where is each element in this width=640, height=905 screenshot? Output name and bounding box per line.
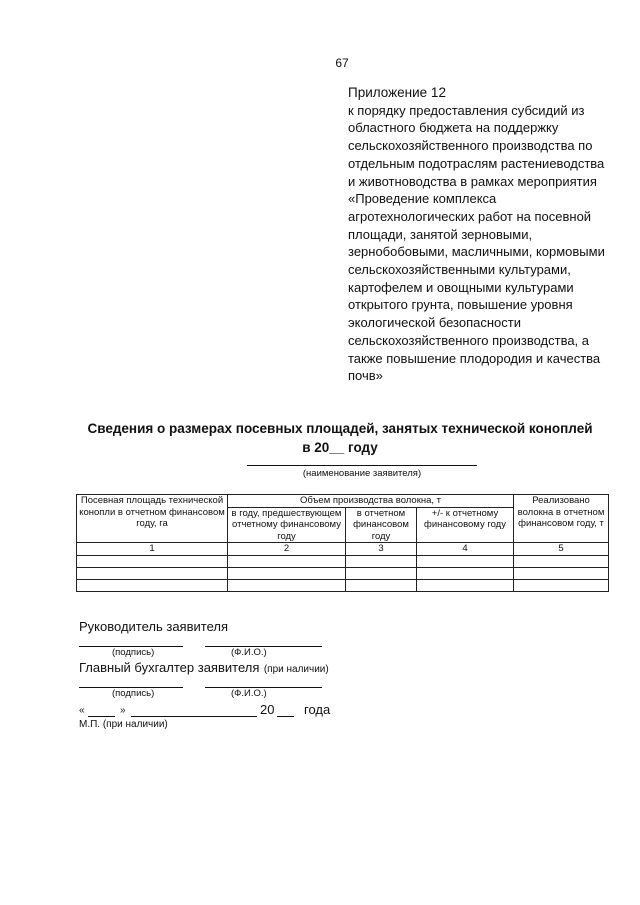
applicant-name-caption: (наименование заявителя) (302, 468, 422, 479)
header-previous-year: в году, предшествующем отчетному финансовому году (228, 507, 346, 543)
table-cell[interactable] (77, 555, 228, 567)
table-cell[interactable] (514, 579, 609, 591)
table-row (77, 555, 609, 567)
table-cell[interactable] (228, 579, 346, 591)
header-sown-area: Посевная площадь технической конопли в отчетном финансовом году, га (77, 495, 228, 543)
document-heading (60, 419, 620, 457)
column-number: 3 (346, 543, 417, 556)
column-number: 5 (514, 543, 609, 556)
header-reporting-year: в отчетном финансовом году (346, 507, 417, 543)
table-cell[interactable] (77, 567, 228, 579)
table-cell[interactable] (77, 579, 228, 591)
table-cell[interactable] (228, 567, 346, 579)
production-table (76, 494, 609, 592)
column-number: 1 (77, 543, 228, 556)
heading-line-1: Сведения о размерах посевных площадей, занятых технической коноплей (87, 421, 593, 436)
table-cell[interactable] (228, 555, 346, 567)
head-fio-caption: (Ф.И.О.) (231, 647, 267, 658)
year-suffix: года (304, 702, 331, 717)
accountant-signature-caption: (подпись) (112, 688, 155, 699)
table-cell[interactable] (417, 579, 514, 591)
table-cell[interactable] (417, 555, 514, 567)
table-cell[interactable] (514, 567, 609, 579)
head-signature-caption: (подпись) (112, 647, 155, 658)
table-cell[interactable] (346, 555, 417, 567)
accountant-note: (при наличии) (263, 664, 329, 675)
accountant-label-row (79, 659, 329, 677)
heading-line-2: в 20__ году (302, 440, 378, 455)
accountant-label: Главный бухгалтер заявителя (79, 660, 260, 675)
table-cell[interactable] (514, 555, 609, 567)
table-cell[interactable] (346, 579, 417, 591)
appendix-block (348, 84, 610, 385)
header-difference: +/- к отчетному финансовому году (417, 507, 514, 543)
applicant-name-line[interactable] (247, 465, 477, 466)
year-prefix: 20 (260, 702, 275, 717)
appendix-title: Приложение 12 (348, 85, 446, 100)
table-row (77, 579, 609, 591)
date-month-line[interactable] (131, 716, 257, 717)
date-close-quote: » (120, 705, 126, 716)
header-fiber-volume: Объем производства волокна, т (228, 495, 514, 508)
stamp-note: М.П. (при наличии) (79, 719, 168, 730)
table-cell[interactable] (417, 567, 514, 579)
column-number: 4 (417, 543, 514, 556)
page-number: 67 (335, 56, 349, 70)
table-row (77, 567, 609, 579)
table-cell[interactable] (346, 567, 417, 579)
appendix-body: к порядку предоставления субсидий из областного бюджета на поддержку сельскохозяйственного производства по отдельным подотраслям растениеводства и животноводства в рамках мероприятия «Проведение комплекса агротехнологических работ на посевной площади, занятой зерновыми, зернобобовыми, масличными, кормовыми сельскохозяйственными культурами, картофелем и овощными культурами открытого грунта, повышение уровня экологической безопасности сельскохозяйственного производства, а также повышение плодородия и качества почв» (348, 102, 605, 384)
header-fiber-sold: Реализовано волокна в отчетном финансовом году, т (514, 495, 609, 543)
column-number: 2 (228, 543, 346, 556)
date-year-line[interactable] (277, 716, 294, 717)
head-label: Руководитель заявителя (79, 619, 228, 634)
date-day-line[interactable] (88, 716, 115, 717)
date-open-quote: « (79, 705, 85, 716)
accountant-fio-caption: (Ф.И.О.) (231, 688, 267, 699)
